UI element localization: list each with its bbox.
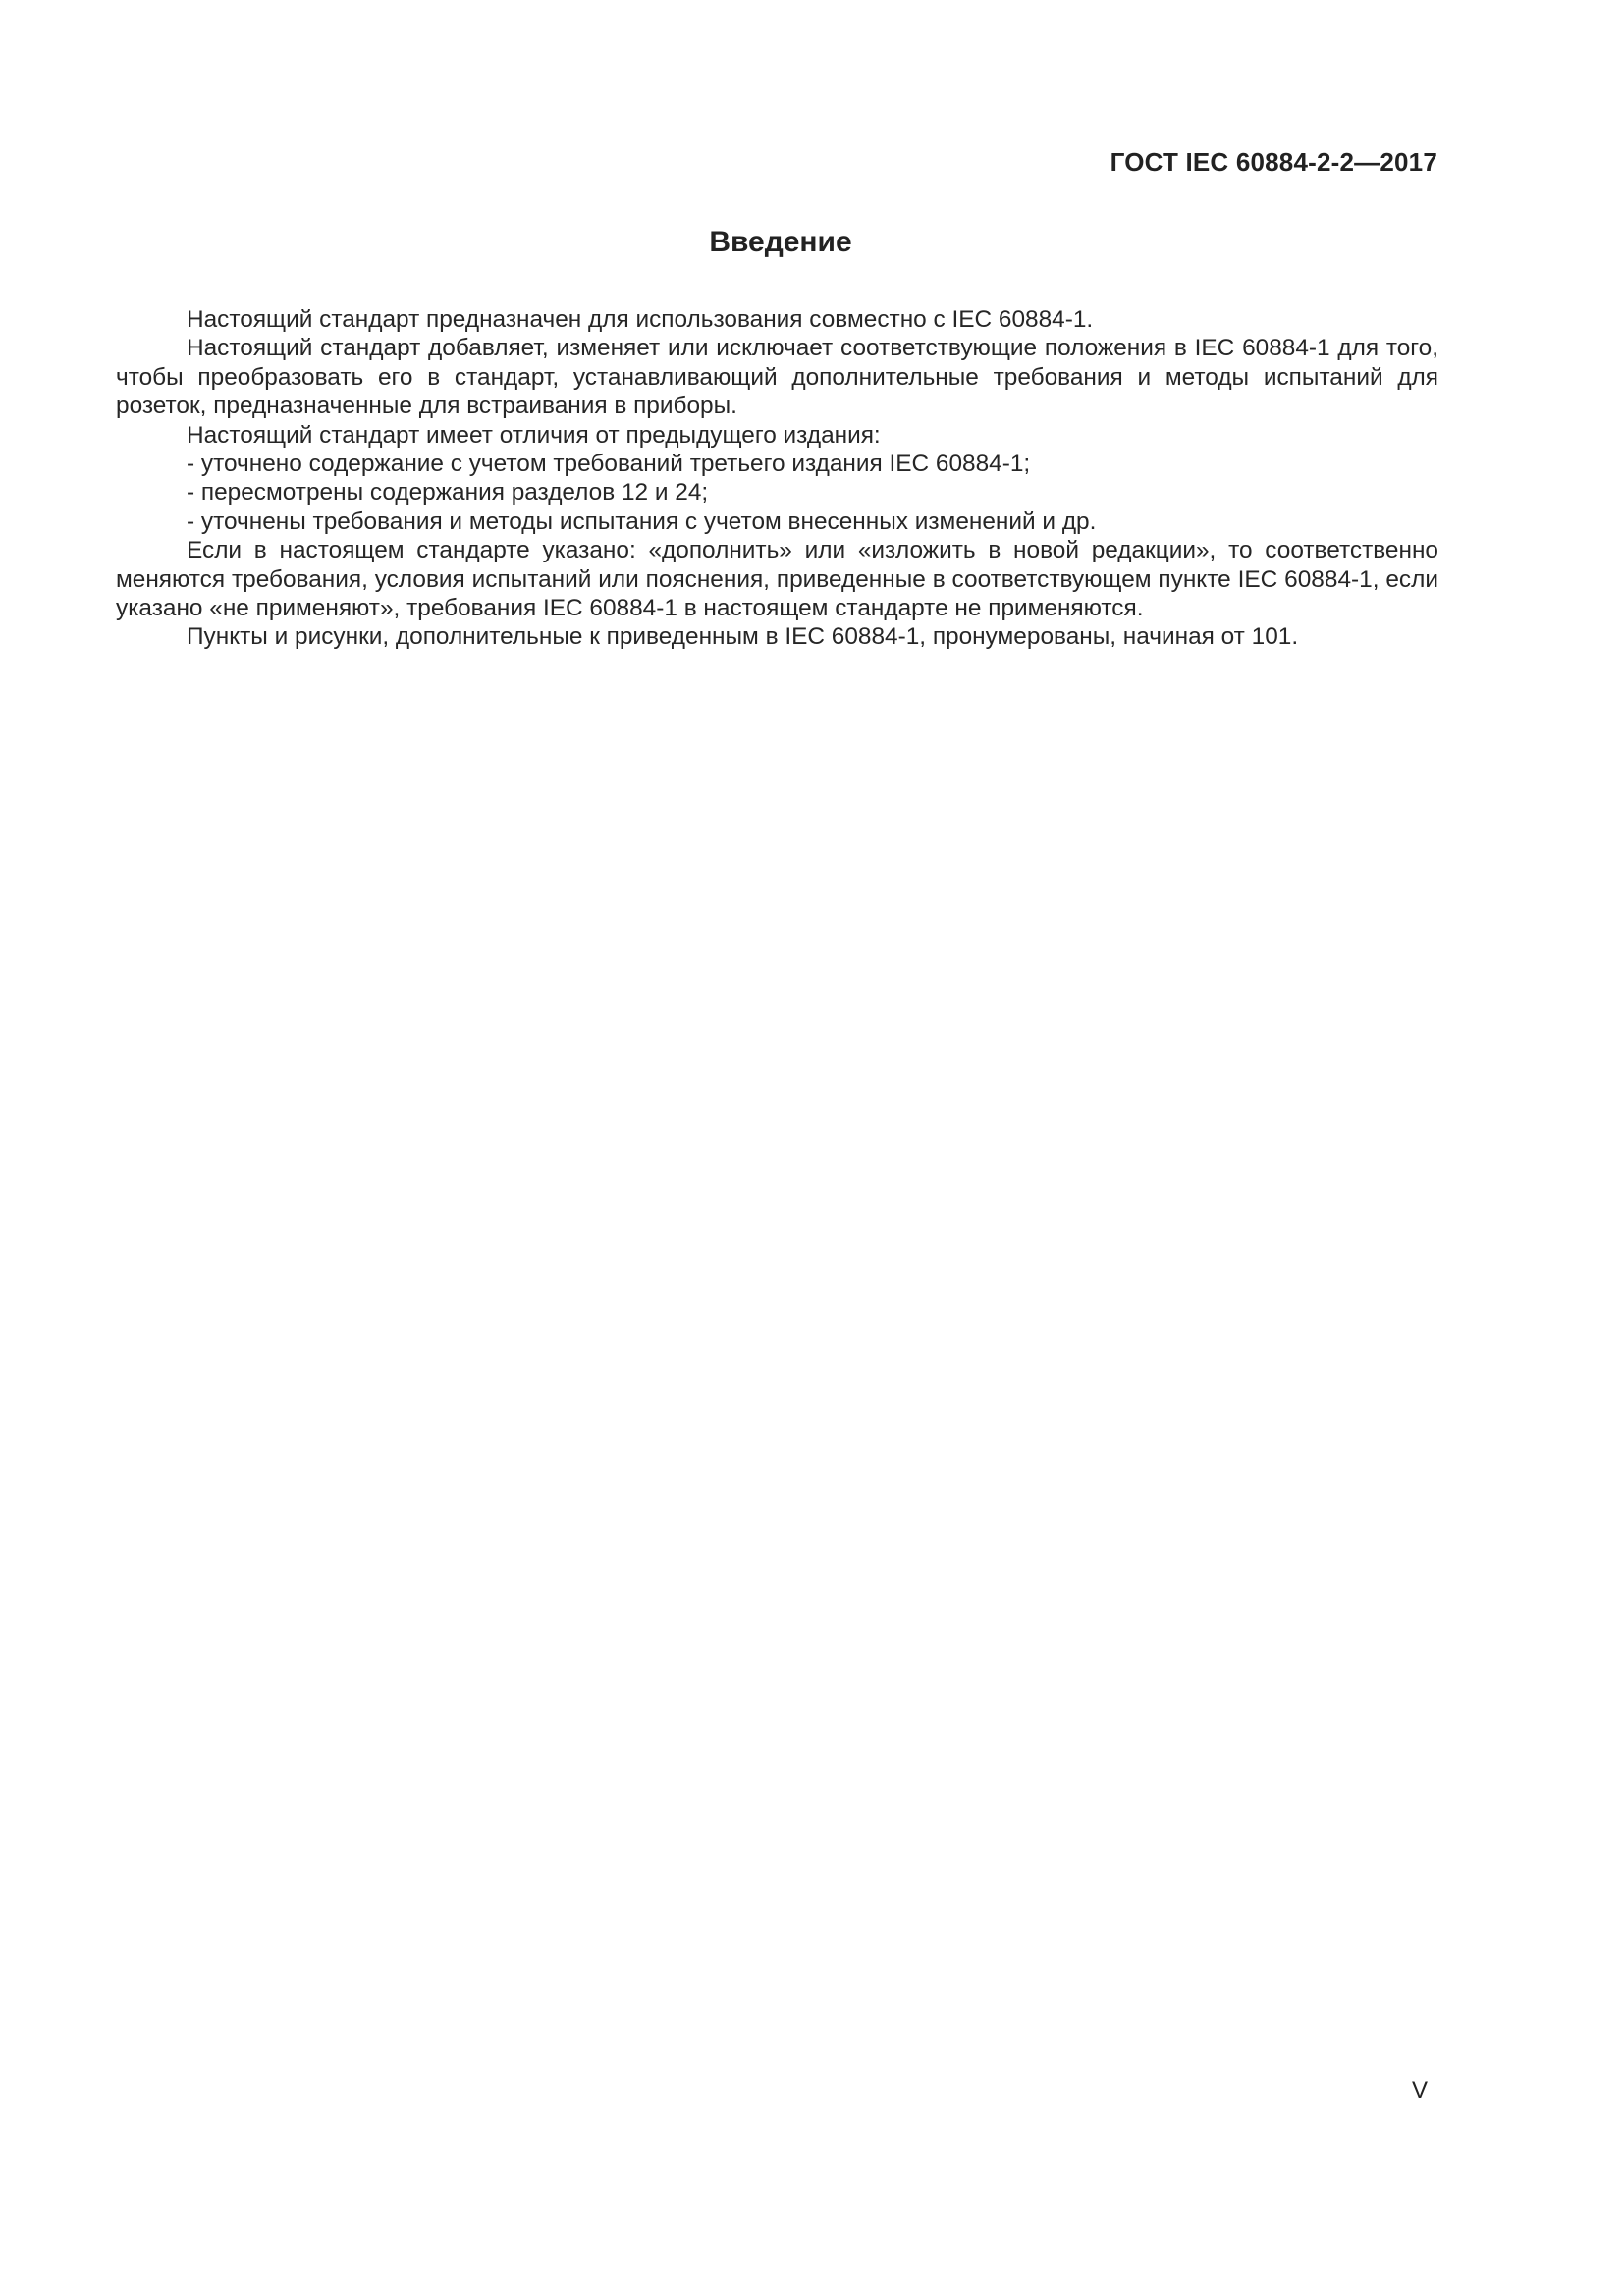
list-item-difference-2: - пересмотрены содержания разделов 12 и 24; (187, 479, 709, 507)
paragraph-amendment-rules: Если в настоящем стандарте указано: «дополнить» или «изложить в новой редакции», то соответственно меняются требования, условия испытаний или пояснения, приведенные в соответствующем пункте IEC 60884-1, если указано «не применяют», требования IEC 60884-1 в настоящем стандарте не применяются. (116, 537, 1438, 622)
introduction-body (116, 305, 1438, 652)
paragraph-differences-intro: Настоящий стандарт имеет отличия от предыдущего издания: (187, 421, 881, 449)
page-number: V (1412, 2077, 1429, 2104)
paragraph-numbering: Пункты и рисунки, дополнительные к приведенным в IEC 60884-1, пронумерованы, начиная от 101. (187, 623, 1299, 651)
paragraph-scope: Настоящий стандарт добавляет, изменяет или исключает соответствующие положения в IEC 60884-1 для того, чтобы преобразовать его в стандарт, устанавливающий дополнительные требования и методы испытаний для розеток, предназначенные для встраивания в приборы. (116, 335, 1438, 420)
document-code-header: ГОСТ IEC 60884-2-2—2017 (1110, 147, 1437, 177)
paragraph-purpose: Настоящий стандарт предназначен для использования совместно с IEC 60884-1. (187, 306, 1094, 333)
list-item-difference-1: - уточнено содержание с учетом требований третьего издания IEC 60884-1; (187, 451, 1031, 478)
section-title: Введение (709, 226, 852, 258)
list-item-difference-3: - уточнены требования и методы испытания с учетом внесенных изменений и др. (187, 507, 1097, 535)
